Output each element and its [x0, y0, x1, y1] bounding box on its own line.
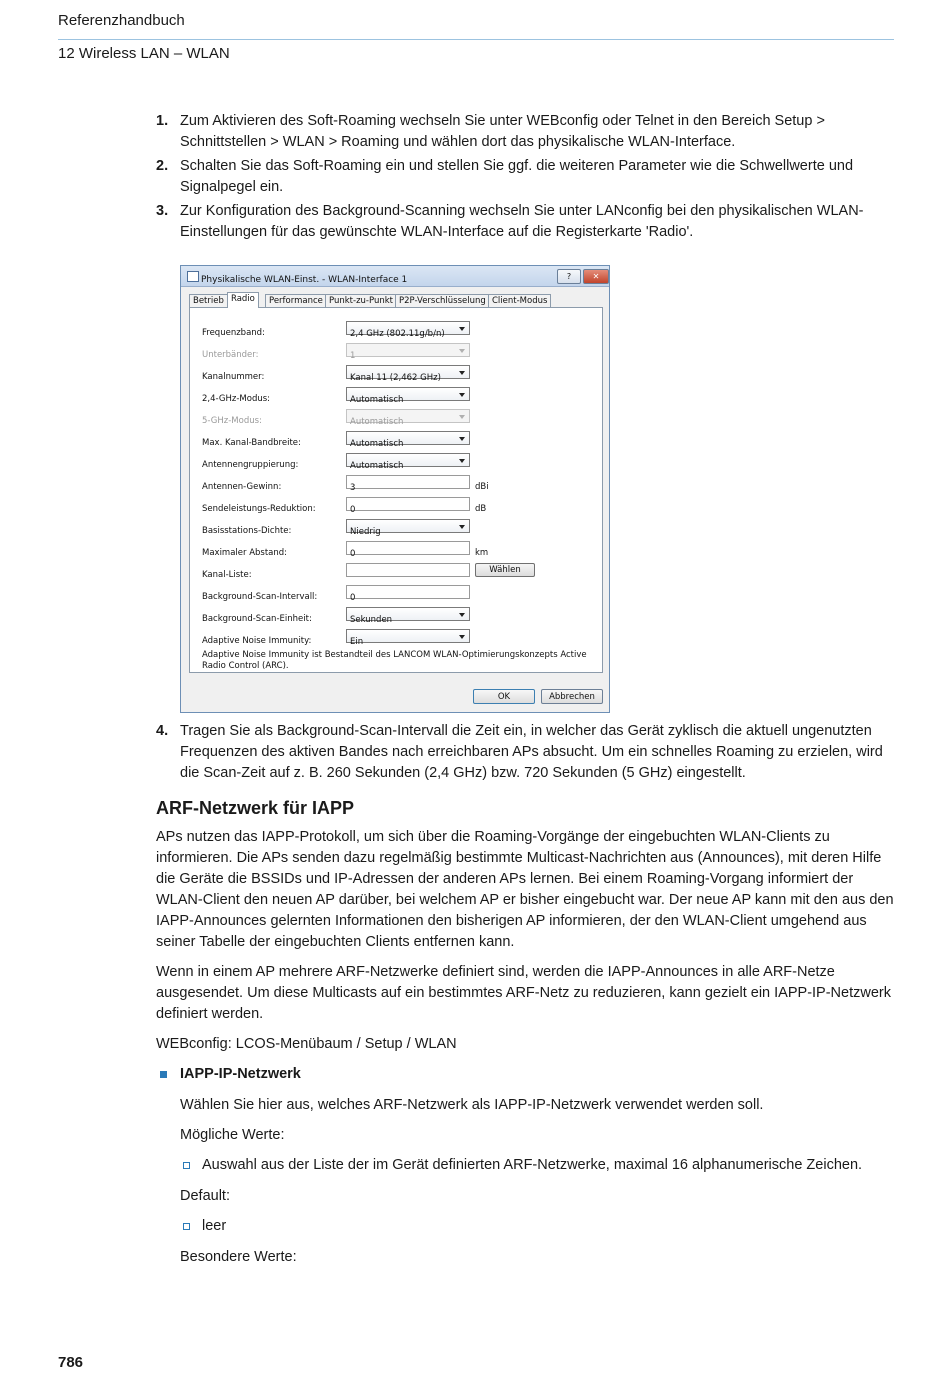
page-number: 786 — [58, 1354, 84, 1371]
input-value: 3 — [350, 483, 356, 493]
max-distance-input[interactable] — [346, 541, 470, 559]
mode-24ghz-select[interactable] — [346, 387, 470, 405]
field-label: 5-GHz-Modus: — [202, 416, 262, 426]
possible-value-text: Auswahl aus der Liste der im Gerät definierten ARF-Netzwerke, maximal 16 alphanumerische Zeichen. — [202, 1157, 863, 1173]
step-1 — [156, 111, 896, 153]
mode-5ghz-row — [202, 409, 602, 425]
field-label: Kanalnummer: — [202, 372, 265, 382]
field-label: Kanal-Liste: — [202, 570, 252, 580]
channel-list-input[interactable] — [346, 563, 470, 577]
select-value: Automatisch — [350, 461, 404, 471]
running-header-chapter: 12 Wireless LAN – WLAN — [58, 45, 230, 62]
field-label: Background-Scan-Einheit: — [202, 614, 312, 624]
chevron-down-icon — [459, 327, 465, 331]
kanalnummer-row — [202, 365, 602, 381]
default-label: Default: — [180, 1188, 230, 1204]
input-value: 0 — [350, 593, 356, 603]
main-content — [156, 111, 896, 1277]
running-header-title: Referenzhandbuch — [58, 12, 185, 29]
field-label: Maximaler Abstand: — [202, 548, 288, 558]
section-heading: ARF-Netzwerk für IAPP — [156, 798, 355, 818]
field-label: Max. Kanal-Bandbreite: — [202, 438, 301, 448]
chevron-down-icon — [459, 415, 465, 419]
section-paragraph-1: APs nutzen das IAPP-Protokoll, um sich über die Roaming-Vorgänge der eingebuchten WLAN-Clients zu informieren. Die APs senden dazu regelmäßig bestimmte Multicast-Nachrichten aus (Announces), mit deren Hilfe die Geräte die BSSIDs und IP-Adressen der anderen APs lernen. Bei einem Roaming-Vorgang informiert der WLAN-Client den neuen AP darüber, bei welchem AP er bisher eingebucht war. Der neue AP kann mit den aus den IAPP-Announces gelernten Informationen den bisherigen AP informieren, der den WLAN-Client umgehend aus seiner Tabelle der eingebuchten Clients entfernen kann. — [156, 829, 894, 950]
kanalnummer-select[interactable] — [346, 365, 470, 383]
field-label: Antennen-Gewinn: — [202, 482, 282, 492]
chevron-down-icon — [459, 393, 465, 397]
input-value: 0 — [350, 505, 356, 515]
select-value: Niedrig — [350, 527, 381, 537]
step-number: 1. — [156, 113, 169, 129]
select-value: Sekunden — [350, 615, 393, 625]
parameter-description: Wählen Sie hier aus, welches ARF-Netzwerk als IAPP-IP-Netzwerk verwendet werden soll. — [180, 1097, 764, 1113]
input-value: 0 — [350, 549, 356, 559]
step-2 — [156, 156, 896, 198]
possible-values-label: Mögliche Werte: — [180, 1127, 285, 1143]
select-channels-button[interactable]: Wählen — [475, 563, 535, 577]
step-number: 4. — [156, 723, 169, 739]
max-distance-row — [202, 541, 602, 557]
ok-button[interactable]: OK — [473, 689, 535, 704]
select-value: 2,4 GHz (802.11g/b/n) — [350, 329, 445, 339]
step-text: Zur Konfiguration des Background-Scanning wechseln Sie unter LANconfig bei den physikalischen WLAN-Einstellungen für das gewünschte WLAN-Interface auf die Registerkarte 'Radio'. — [180, 203, 864, 240]
tab-p2p-verschluesselung[interactable]: P2P-Verschlüsselung — [395, 294, 490, 308]
chevron-down-icon — [459, 437, 465, 441]
tx-power-reduction-input[interactable] — [346, 497, 470, 515]
tab-radio[interactable]: Radio — [227, 292, 259, 308]
window-icon — [187, 271, 199, 282]
field-label: Antennengruppierung: — [202, 460, 299, 470]
noise-immunity-row — [202, 629, 602, 645]
tab-betrieb[interactable]: Betrieb — [189, 294, 228, 308]
unit-label: dBi — [475, 482, 489, 492]
tab-client-modus[interactable]: Client-Modus — [488, 294, 551, 308]
frequenzband-select[interactable] — [346, 321, 470, 339]
bg-scan-unit-row — [202, 607, 602, 623]
parameter-item — [156, 1064, 896, 1085]
dialog-titlebar — [181, 266, 609, 287]
step-3 — [156, 201, 896, 243]
menu-path: WEBconfig: LCOS-Menübaum / Setup / WLAN — [156, 1036, 457, 1052]
select-value: Automatisch — [350, 395, 404, 405]
unterbaender-row — [202, 343, 602, 359]
field-label: Basisstations-Dichte: — [202, 526, 292, 536]
unterbaender-select — [346, 343, 470, 361]
mode-5ghz-select — [346, 409, 470, 427]
step-text: Tragen Sie als Background-Scan-Intervall die Zeit ein, in welcher das Gerät zyklisch die aktuell ungenutzten Frequenzen des aktiven Bandes nach erreichbaren APs absucht. Um ein schnelles Roaming zu erzielen, wird die Scan-Zeit auf z. B. 260 Sekunden (2,4 GHz) bzw. 720 Sekunden (5 GHz) eingestellt. — [180, 723, 883, 781]
mode-24ghz-row — [202, 387, 602, 403]
dialog-title: Physikalische WLAN-Einst. - WLAN-Interface 1 — [201, 275, 408, 285]
default-value-item — [156, 1216, 896, 1237]
arc-note: Adaptive Noise Immunity ist Bestandteil des LANCOM WLAN-Optimierungskonzepts Active Radio Control (ARC). — [202, 650, 587, 671]
chevron-down-icon — [459, 371, 465, 375]
step-number: 3. — [156, 203, 169, 219]
field-label: 2,4-GHz-Modus: — [202, 394, 271, 404]
chevron-down-icon — [459, 613, 465, 617]
parameter-name: IAPP-IP-Netzwerk — [180, 1066, 301, 1082]
chevron-down-icon — [459, 349, 465, 353]
select-value: Automatisch — [350, 417, 404, 427]
unit-label: dB — [475, 504, 487, 514]
tab-punkt-zu-punkt[interactable]: Punkt-zu-Punkt — [325, 294, 397, 308]
tx-power-reduction-row — [202, 497, 602, 513]
station-density-row — [202, 519, 602, 535]
possible-value-item — [156, 1155, 896, 1176]
bg-scan-interval-input[interactable] — [346, 585, 470, 603]
antenna-grouping-row — [202, 453, 602, 469]
frequenzband-row — [202, 321, 602, 337]
bullet-hollow-square-icon — [183, 1223, 190, 1230]
default-value-text: leer — [202, 1218, 227, 1234]
header-divider — [58, 39, 894, 40]
radio-panel — [189, 307, 603, 673]
unit-label: km — [475, 548, 489, 558]
noise-immunity-select[interactable] — [346, 629, 470, 647]
antenna-gain-row — [202, 475, 602, 491]
select-value: Automatisch — [350, 439, 404, 449]
select-value: 1 — [350, 351, 356, 361]
cancel-button[interactable]: Abbrechen — [541, 689, 603, 704]
bg-scan-interval-row — [202, 585, 602, 601]
step-4 — [156, 721, 896, 784]
help-button[interactable]: ? — [557, 269, 581, 284]
section-paragraph-2: Wenn in einem AP mehrere ARF-Netzwerke definiert sind, werden die IAPP-Announces in alle ARF-Netze ausgesendet. Um diese Multicasts auf ein bestimmtes ARF-Netz zu reduzieren, kann gezielt ein IAPP-IP-Netzwerk definiert werden. — [156, 964, 891, 1022]
chevron-down-icon — [459, 525, 465, 529]
close-button[interactable]: ✕ — [583, 269, 609, 284]
dialog-screenshot — [180, 265, 610, 713]
step-text: Schalten Sie das Soft-Roaming ein und stellen Sie ggf. die weiteren Parameter wie die Schwellwerte und Signalpegel ein. — [180, 158, 854, 195]
bullet-square-icon — [160, 1071, 167, 1078]
tab-performance[interactable]: Performance — [265, 294, 327, 308]
special-values-label: Besondere Werte: — [180, 1249, 297, 1265]
select-value: Kanal 11 (2,462 GHz) — [350, 373, 441, 383]
select-value: Ein — [350, 637, 364, 647]
step-number: 2. — [156, 158, 169, 174]
bandwidth-row — [202, 431, 602, 447]
field-label: Frequenzband: — [202, 328, 265, 338]
bandwidth-select[interactable] — [346, 431, 470, 449]
channel-list-row — [202, 563, 602, 579]
bg-scan-unit-select[interactable] — [346, 607, 470, 625]
field-label: Sendeleistungs-Reduktion: — [202, 504, 316, 514]
step-text: Zum Aktivieren des Soft-Roaming wechseln Sie unter WEBconfig oder Telnet in den Bereich Setup > Schnittstellen > WLAN > Roaming und wählen dort das physikalische WLAN-Interface. — [180, 113, 825, 150]
field-label: Unterbänder: — [202, 350, 259, 360]
chevron-down-icon — [459, 635, 465, 639]
field-label: Adaptive Noise Immunity: — [202, 636, 312, 646]
chevron-down-icon — [459, 459, 465, 463]
station-density-select[interactable] — [346, 519, 470, 537]
antenna-gain-input[interactable] — [346, 475, 470, 493]
field-label: Background-Scan-Intervall: — [202, 592, 318, 602]
antenna-grouping-select[interactable] — [346, 453, 470, 471]
bullet-hollow-square-icon — [183, 1162, 190, 1169]
